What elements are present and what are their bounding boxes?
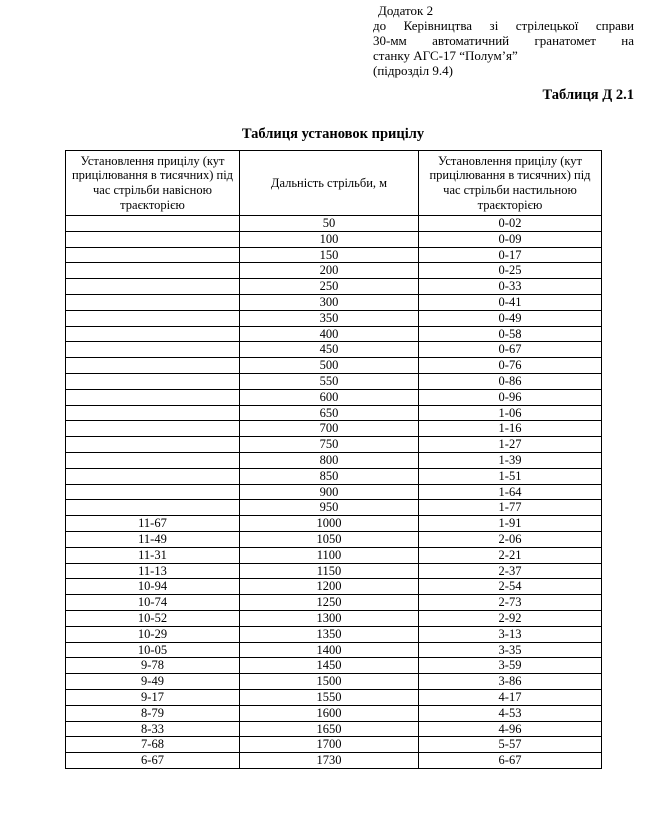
table-cell: 11-31	[66, 547, 240, 563]
table-row	[66, 294, 602, 310]
table-cell: 800	[240, 452, 419, 468]
table-cell: 350	[240, 310, 419, 326]
table-row	[66, 689, 602, 705]
table-cell: 1-06	[419, 405, 602, 421]
table-cell	[66, 389, 240, 405]
table-cell: 550	[240, 373, 419, 389]
table-cell	[66, 216, 240, 232]
table-row	[66, 373, 602, 389]
table-cell: 11-49	[66, 531, 240, 547]
table-cell: 900	[240, 484, 419, 500]
table-cell	[66, 247, 240, 263]
table-cell: 3-35	[419, 642, 602, 658]
table-cell: 0-41	[419, 294, 602, 310]
table-row	[66, 358, 602, 374]
table-row	[66, 247, 602, 263]
table-cell	[66, 421, 240, 437]
table-row	[66, 626, 602, 642]
table-cell	[66, 342, 240, 358]
table-cell: 0-58	[419, 326, 602, 342]
table-cell: 1650	[240, 721, 419, 737]
table-cell: 9-49	[66, 674, 240, 690]
table-cell: 250	[240, 279, 419, 295]
table-cell: 300	[240, 294, 419, 310]
table-row	[66, 610, 602, 626]
table-cell	[66, 468, 240, 484]
appendix-line: Додаток 2	[378, 3, 434, 18]
table-cell: 400	[240, 326, 419, 342]
table-cell: 1700	[240, 737, 419, 753]
table-cell: 3-13	[419, 626, 602, 642]
table-cell: 500	[240, 358, 419, 374]
table-row	[66, 579, 602, 595]
table-cell: 0-09	[419, 231, 602, 247]
table-cell: 6-67	[66, 753, 240, 769]
table-cell	[66, 310, 240, 326]
table-cell: 700	[240, 421, 419, 437]
table-cell	[66, 263, 240, 279]
table-row	[66, 421, 602, 437]
table-row	[66, 405, 602, 421]
table-cell: 0-76	[419, 358, 602, 374]
table-cell: 3-59	[419, 658, 602, 674]
sight-settings-table	[65, 150, 602, 769]
table-cell: 4-53	[419, 705, 602, 721]
table-cell: 1400	[240, 642, 419, 658]
table-row	[66, 658, 602, 674]
table-cell: 2-06	[419, 531, 602, 547]
table-row	[66, 437, 602, 453]
table-cell: 50	[240, 216, 419, 232]
table-row	[66, 595, 602, 611]
table-cell: 1600	[240, 705, 419, 721]
table-cell: 1550	[240, 689, 419, 705]
table-cell: 0-17	[419, 247, 602, 263]
table-cell: 1-39	[419, 452, 602, 468]
table-row	[66, 279, 602, 295]
table-row	[66, 326, 602, 342]
table-cell: 2-21	[419, 547, 602, 563]
table-cell	[66, 405, 240, 421]
table-cell: 0-02	[419, 216, 602, 232]
table-cell	[66, 279, 240, 295]
table-row	[66, 547, 602, 563]
table-cell: 0-33	[419, 279, 602, 295]
table-cell: 1-91	[419, 516, 602, 532]
table-cell: 1350	[240, 626, 419, 642]
table-row	[66, 468, 602, 484]
table-cell: 1450	[240, 658, 419, 674]
table-row	[66, 721, 602, 737]
header-flat-trajectory: Установлення прицілу (кут прицілювання в тисячних) під час стрільби настильною траєкторією	[419, 151, 602, 216]
header-high-trajectory: Установлення прицілу (кут прицілювання в тисячних) під час стрільби навісною траєкторією	[66, 151, 240, 216]
table-cell: 0-49	[419, 310, 602, 326]
table-row	[66, 516, 602, 532]
table-cell: 0-25	[419, 263, 602, 279]
appendix-line: до Керівництва зі стрілецької справи	[373, 18, 634, 34]
table-row	[66, 263, 602, 279]
table-row	[66, 531, 602, 547]
table-cell: 1-27	[419, 437, 602, 453]
header-distance: Дальність стрільби, м	[240, 151, 419, 216]
table-row	[66, 737, 602, 753]
table-cell: 2-54	[419, 579, 602, 595]
table-row	[66, 452, 602, 468]
table-cell: 2-37	[419, 563, 602, 579]
table-cell: 7-68	[66, 737, 240, 753]
table-row	[66, 231, 602, 247]
table-cell: 1100	[240, 547, 419, 563]
table-cell: 600	[240, 389, 419, 405]
table-cell: 10-52	[66, 610, 240, 626]
table-cell: 1150	[240, 563, 419, 579]
table-cell: 5-57	[419, 737, 602, 753]
table-cell	[66, 231, 240, 247]
table-cell: 1300	[240, 610, 419, 626]
appendix-header	[373, 3, 634, 78]
table-cell: 10-29	[66, 626, 240, 642]
table-cell	[66, 294, 240, 310]
table-row	[66, 342, 602, 358]
table-cell: 10-05	[66, 642, 240, 658]
table-row	[66, 389, 602, 405]
table-cell: 9-78	[66, 658, 240, 674]
table-cell	[66, 500, 240, 516]
table-row	[66, 753, 602, 769]
table-cell: 3-86	[419, 674, 602, 690]
table-cell: 100	[240, 231, 419, 247]
table-cell: 8-33	[66, 721, 240, 737]
table-cell: 1730	[240, 753, 419, 769]
table-cell	[66, 358, 240, 374]
table-cell	[66, 373, 240, 389]
appendix-line: (підрозділ 9.4)	[373, 63, 453, 79]
table-cell: 1000	[240, 516, 419, 532]
table-cell: 0-67	[419, 342, 602, 358]
table-cell: 650	[240, 405, 419, 421]
table-cell: 4-96	[419, 721, 602, 737]
table-cell: 1-16	[419, 421, 602, 437]
table-cell: 2-73	[419, 595, 602, 611]
table-cell: 11-67	[66, 516, 240, 532]
table-row	[66, 642, 602, 658]
table-cell	[66, 452, 240, 468]
table-cell: 2-92	[419, 610, 602, 626]
table-cell	[66, 437, 240, 453]
table-row	[66, 216, 602, 232]
table-cell: 4-17	[419, 689, 602, 705]
table-cell: 1050	[240, 531, 419, 547]
table-row	[66, 705, 602, 721]
table-title: Таблиця установок прицілу	[241, 126, 425, 142]
table-cell: 0-86	[419, 373, 602, 389]
table-header-row	[66, 151, 602, 216]
table-cell: 9-17	[66, 689, 240, 705]
table-cell: 6-67	[419, 753, 602, 769]
table-body	[66, 216, 602, 769]
table-cell: 1-51	[419, 468, 602, 484]
table-cell: 1500	[240, 674, 419, 690]
table-row	[66, 500, 602, 516]
appendix-line: 30-мм автоматичний гранатомет на	[373, 33, 634, 49]
table-cell: 450	[240, 342, 419, 358]
table-row	[66, 484, 602, 500]
table-cell: 8-79	[66, 705, 240, 721]
table-cell: 200	[240, 263, 419, 279]
table-label: Таблиця Д 2.1	[542, 87, 634, 103]
table-cell: 850	[240, 468, 419, 484]
table-cell: 1200	[240, 579, 419, 595]
table-cell: 0-96	[419, 389, 602, 405]
table-row	[66, 310, 602, 326]
table-cell: 150	[240, 247, 419, 263]
appendix-line: станку АГС-17 “Полум’я”	[373, 48, 518, 64]
table-cell: 10-94	[66, 579, 240, 595]
table-cell: 1-77	[419, 500, 602, 516]
table-cell: 11-13	[66, 563, 240, 579]
table-cell: 10-74	[66, 595, 240, 611]
table-row	[66, 563, 602, 579]
table-cell	[66, 484, 240, 500]
table-cell: 750	[240, 437, 419, 453]
table-cell: 1-64	[419, 484, 602, 500]
table-cell: 950	[240, 500, 419, 516]
table-cell	[66, 326, 240, 342]
table-row	[66, 674, 602, 690]
table-cell: 1250	[240, 595, 419, 611]
